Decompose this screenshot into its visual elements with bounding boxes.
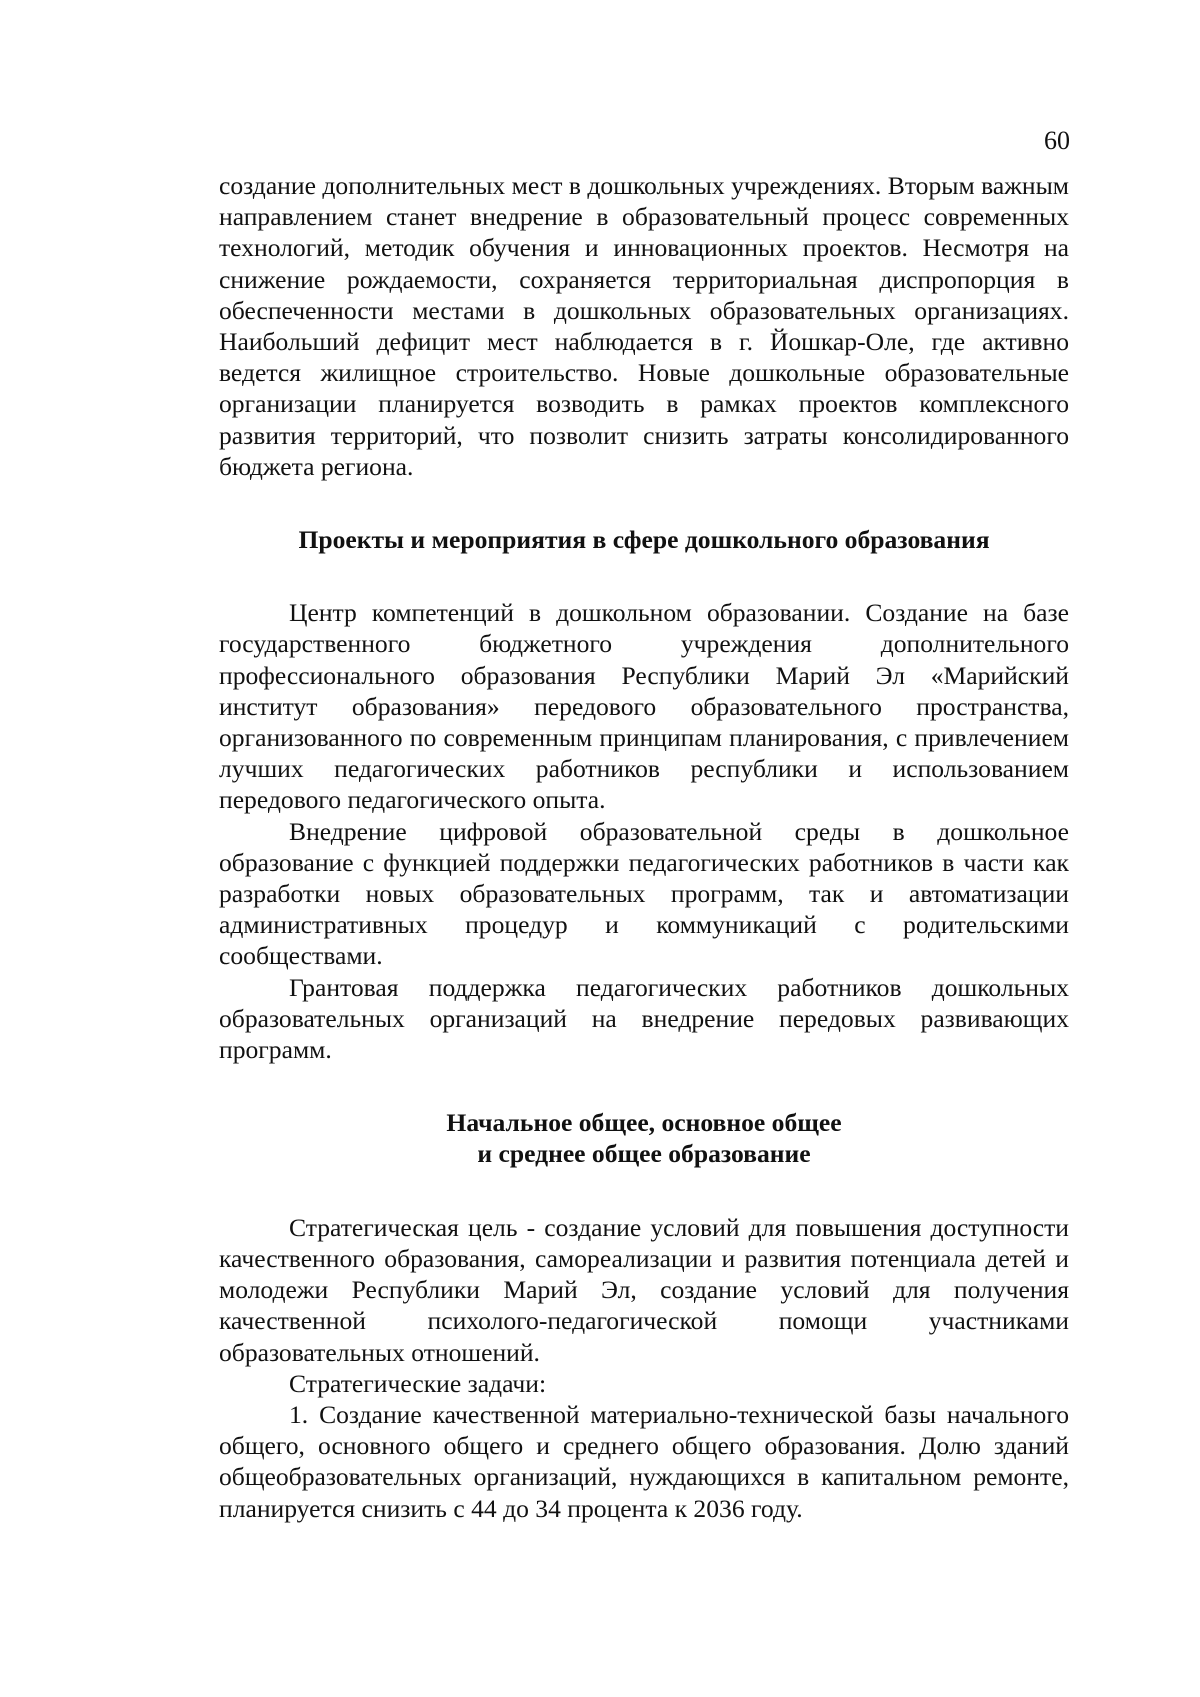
paragraph-digital-environment: Внедрение цифровой образовательной среды в дошкольное образование с функцией поддержки педагогических работников в части как разработки новых образовательных программ, так и автоматизации административных процедур и коммуникаций с родительскими сообществами. [219, 816, 1069, 971]
section-heading-preschool-projects: Проекты и мероприятия в сфере дошкольного образования [298, 525, 990, 555]
document-body [219, 170, 1069, 1524]
paragraph-grant-support: Грантовая поддержка педагогических работников дошкольных образовательных организаций на внедрение передовых развивающих программ. [219, 972, 1069, 1065]
paragraph-task-1: 1. Создание качественной материально-технической базы начального общего, основного общего и среднего общего образования. Долю зданий общеобразовательных организаций, нуждающихся в капитальном ремонте, планируется снизить с 44 до 34 процента к 2036 году. [219, 1399, 1069, 1523]
section-heading-general-education-line2: и среднее общее образование [477, 1139, 811, 1169]
paragraph-strategic-goal: Стратегическая цель - создание условий для повышения доступности качественного образования, самореализации и развития потенциала детей и молодежи Республики Марий Эл, создание условий для получения качественной психолого-педагогической помощи участниками образовательных отношений. [219, 1212, 1069, 1367]
paragraph-competence-center: Центр компетенций в дошкольном образовании. Создание на базе государственного бюджетного учреждения дополнительного профессионального образования Республики Марий Эл «Марийский институт образования» передового образовательного пространства, организованного по современным принципам планирования, с привлечением лучших педагогических работников республики и использованием передового педагогического опыта. [219, 598, 1069, 815]
page-number: 60 [1044, 126, 1070, 155]
section-heading-general-education-line1: Начальное общее, основное общее [446, 1108, 842, 1138]
paragraph-strategic-tasks-label: Стратегические задачи: [289, 1368, 547, 1398]
intro-paragraph: создание дополнительных мест в дошкольных учреждениях. Вторым важным направлением станет внедрение в образовательный процесс современных технологий, методик обучения и инновационных проектов. Несмотря на снижение рождаемости, сохраняется территориальная диспропорция в обеспеченности местами в дошкольных образовательных организациях. Наибольший дефицит мест наблюдается в г. Йошкар-Оле, где активно ведется жилищное строительство. Новые дошкольные образовательные организации планируется возводить в рамках проектов комплексного развития территорий, что позволит снизить затраты консолидированного бюджета региона. [219, 171, 1069, 481]
